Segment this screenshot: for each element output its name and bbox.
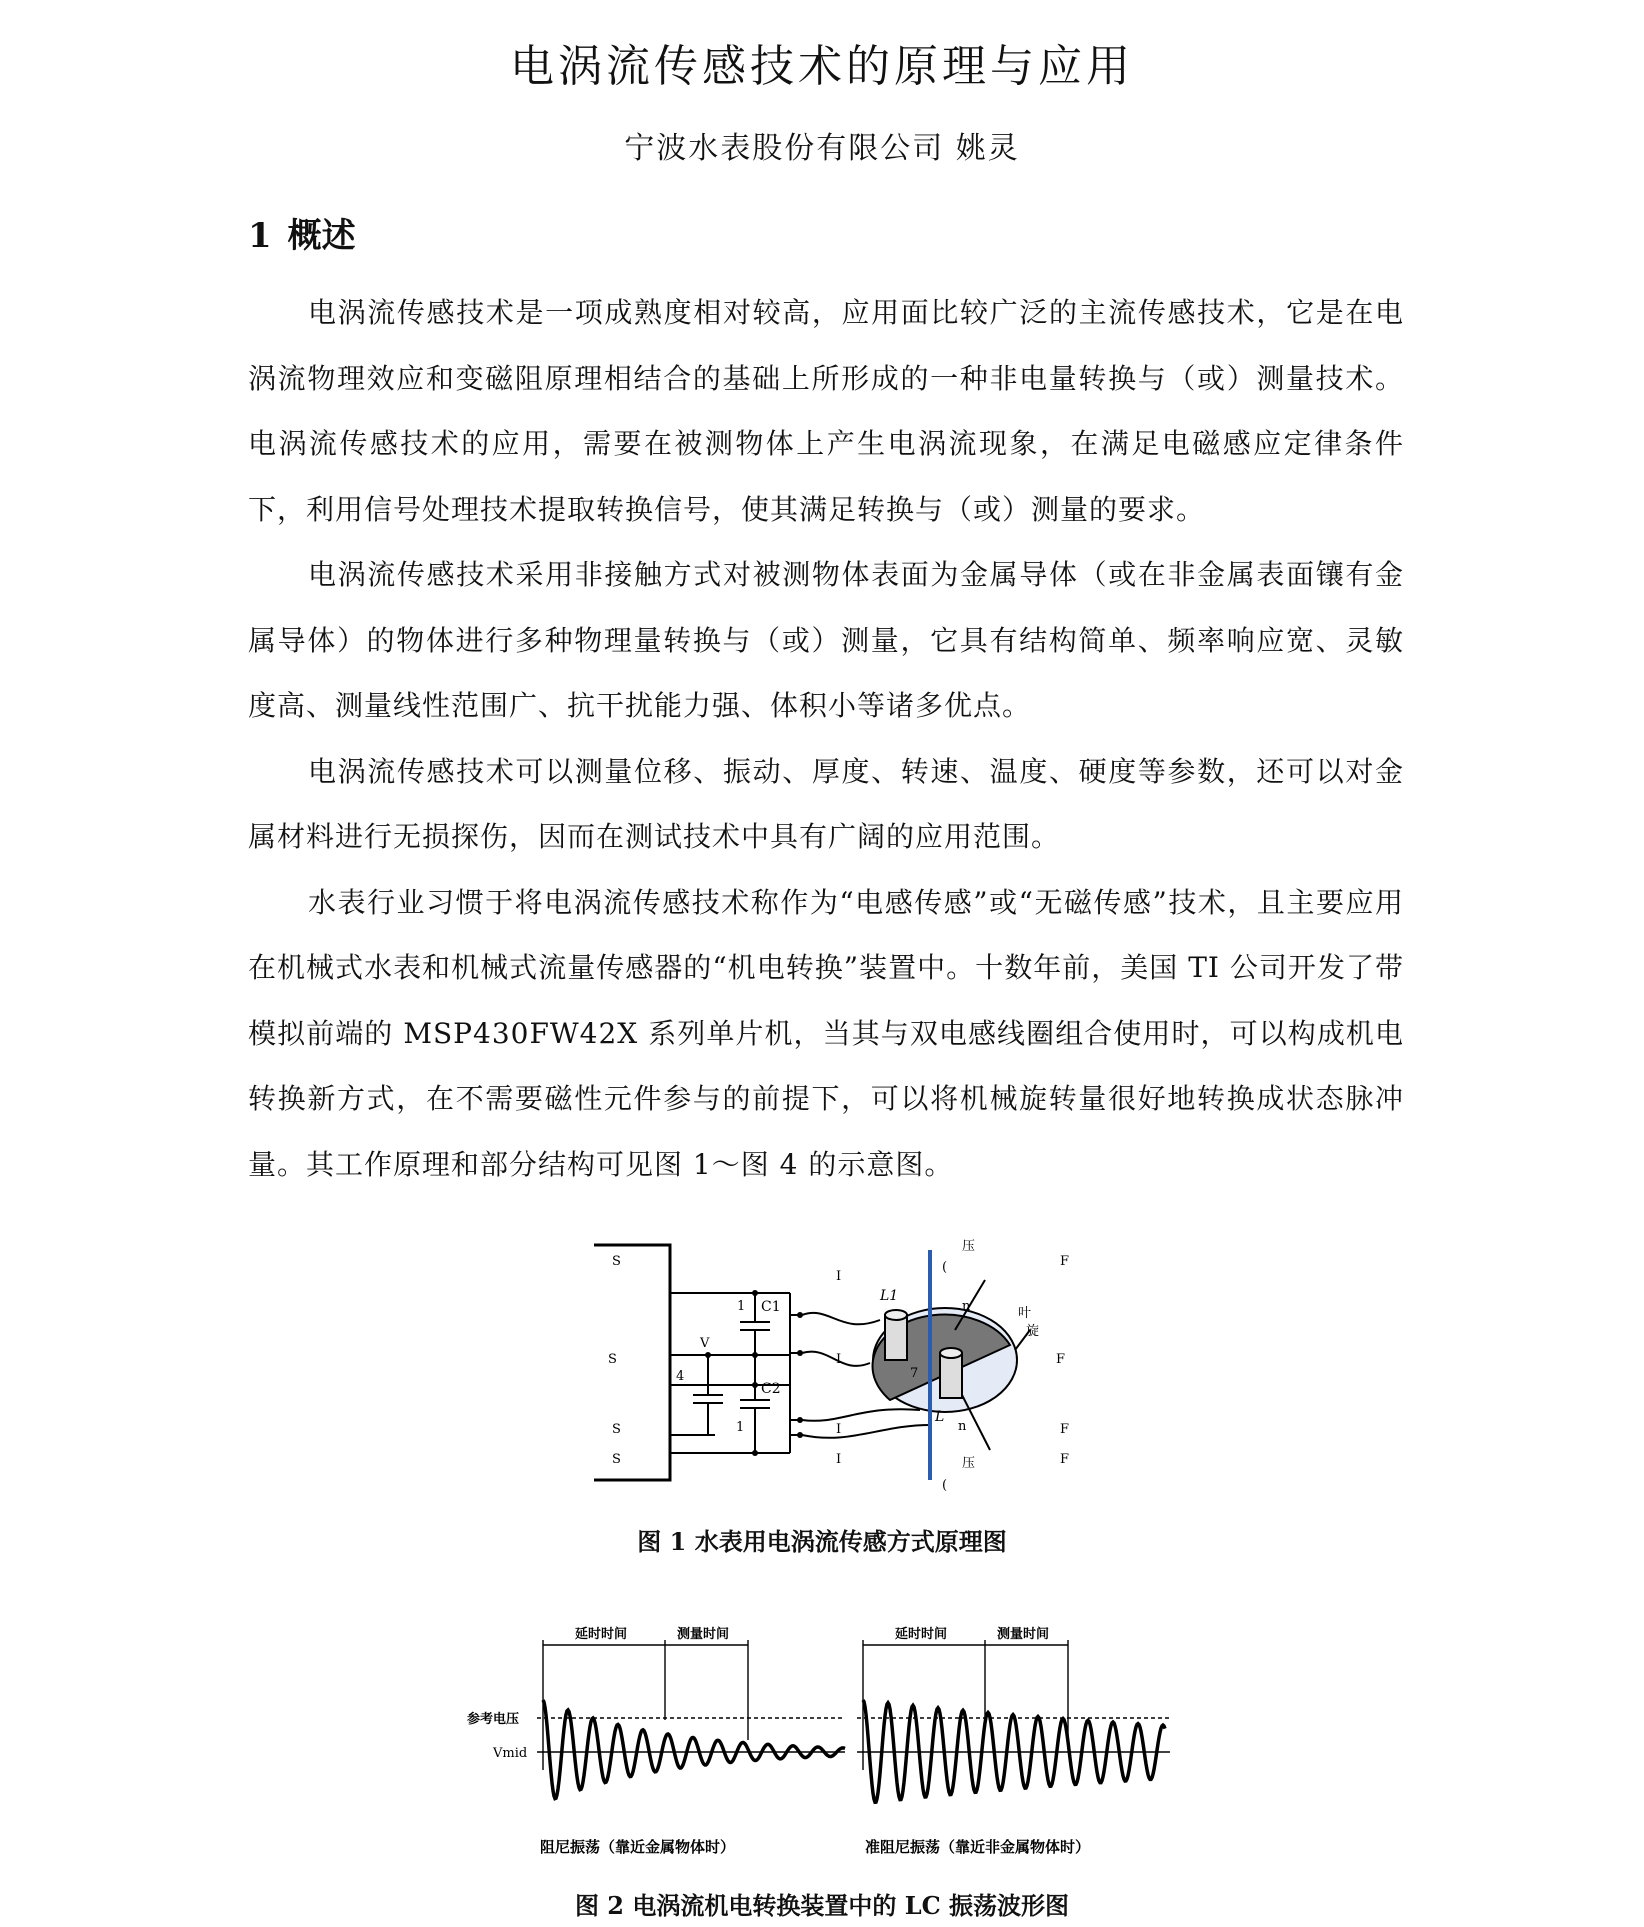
figure-1-caption: 图 1 水表用电涡流传感方式原理图 bbox=[637, 1527, 1007, 1556]
figure-1-circuit-diagram bbox=[590, 1235, 1070, 1495]
fig2-delay-label: 延时时间 bbox=[575, 1627, 628, 1642]
fig1-v-label: V bbox=[700, 1336, 710, 1351]
fig1-n-label: n bbox=[962, 1299, 971, 1314]
fig2-right-caption: 准阻尼振荡（靠近非金属物体时） bbox=[865, 1838, 1091, 1856]
fig1-left-label: S bbox=[612, 1452, 621, 1467]
fig2-measure-label: 测量时间 bbox=[677, 1627, 730, 1642]
section-heading bbox=[248, 208, 356, 257]
fig1-l2-label: L bbox=[935, 1409, 945, 1425]
paragraph-1: 电涡流传感技术是一项成熟度相对较高，应用面比较广泛的主流传感技术，它是在电涡流物理效应和变磁阻原理相结合的基础上所形成的一种非电量转换与（或）测量技术。电涡流传感技术的应用，需要在被测物体上产生电涡流现象，在满足电磁感应定律条件下，利用信号处理技术提取转换信号，使其满足转换与（或）测量的要求。 bbox=[248, 296, 1404, 526]
fig1-num-label: 7 bbox=[910, 1366, 919, 1381]
fig1-paren-label: ( bbox=[942, 1260, 948, 1275]
fig1-f-label: F bbox=[1060, 1254, 1070, 1269]
paragraph-3: 电涡流传感技术可以测量位移、振动、厚度、转速、温度、硬度等参数，还可以对金属材料进行无损探伤，因而在测试技术中具有广阔的应用范围。 bbox=[248, 754, 1404, 853]
fig1-num-label: 1 bbox=[737, 1299, 746, 1314]
fig1-left-label: S bbox=[612, 1422, 621, 1437]
fig1-num-label: 1 bbox=[736, 1420, 745, 1435]
fig2-delay-label: 延时时间 bbox=[895, 1627, 948, 1642]
fig1-f-label: F bbox=[1060, 1422, 1070, 1437]
quasi-damped-waveform bbox=[863, 1700, 1165, 1802]
figure-2-waveform-diagram bbox=[465, 1620, 1205, 1870]
section-title: 概述 bbox=[287, 216, 356, 256]
paper-title: 电涡流传感技术的原理与应用 bbox=[510, 41, 1134, 92]
fig2-measure-label: 测量时间 bbox=[997, 1627, 1050, 1642]
fig1-c1-label: C1 bbox=[761, 1299, 781, 1315]
fig1-paren-label: ( bbox=[942, 1478, 948, 1493]
fig1-ya-label: 压 bbox=[962, 1239, 976, 1254]
fig2-ref-label: 参考电压 bbox=[467, 1712, 520, 1727]
fig1-i-label: I bbox=[836, 1422, 842, 1437]
section-number: 1 bbox=[248, 216, 272, 256]
fig1-num-label: 4 bbox=[676, 1369, 685, 1384]
fig2-vmid-label: Vmid bbox=[493, 1746, 528, 1761]
paragraph-4: 水表行业习惯于将电涡流传感技术称作为“电感传感”或“无磁传感”技术，且主要应用在机械式水表和机械式流量传感器的“机电转换”装置中。十数年前，美国 TI 公司开发了带模拟前端的 MSP430FW42X 系列单片机，当其与双电感线圈组合使用时，可以构成机电转换新方式，在不需要磁性元件参与的前提下，可以将机械旋转量很好地转换成状态脉冲量。其工作原理和部分结构可见图 1～图 4 的示意图。 bbox=[248, 885, 1404, 1181]
fig1-i-label: I bbox=[836, 1452, 842, 1467]
fig1-left-label: S bbox=[612, 1254, 621, 1269]
damped-waveform bbox=[543, 1700, 845, 1799]
fig2-left-caption: 阻尼振荡（靠近金属物体时） bbox=[540, 1838, 736, 1856]
fig1-xuan-label: 旋 bbox=[1026, 1324, 1040, 1339]
fig1-ya-label: 压 bbox=[962, 1456, 976, 1471]
body-text bbox=[248, 280, 1404, 1197]
fig1-ye-label: 叶 bbox=[1018, 1306, 1032, 1321]
paragraph-2: 电涡流传感技术采用非接触方式对被测物体表面为金属导体（或在非金属表面镶有金属导体）的物体进行多种物理量转换与（或）测量，它具有结构简单、频率响应宽、灵敏度高、测量线性范围广、抗干扰能力强、体积小等诸多优点。 bbox=[248, 558, 1404, 722]
author-line: 宁波水表股份有限公司 姚灵 bbox=[624, 131, 1020, 166]
fig1-c2-label: C2 bbox=[761, 1381, 781, 1397]
figure-2-caption: 图 2 电涡流机电转换装置中的 LC 振荡波形图 bbox=[574, 1891, 1070, 1920]
fig1-i-label: I bbox=[836, 1269, 842, 1284]
fig1-f-label: F bbox=[1056, 1352, 1066, 1367]
fig1-i-label: I bbox=[836, 1352, 842, 1367]
fig1-left-label: S bbox=[608, 1352, 617, 1367]
fig1-n-label: n bbox=[958, 1419, 967, 1434]
fig1-l1-label: L1 bbox=[880, 1288, 899, 1304]
fig1-f-label: F bbox=[1060, 1452, 1070, 1467]
